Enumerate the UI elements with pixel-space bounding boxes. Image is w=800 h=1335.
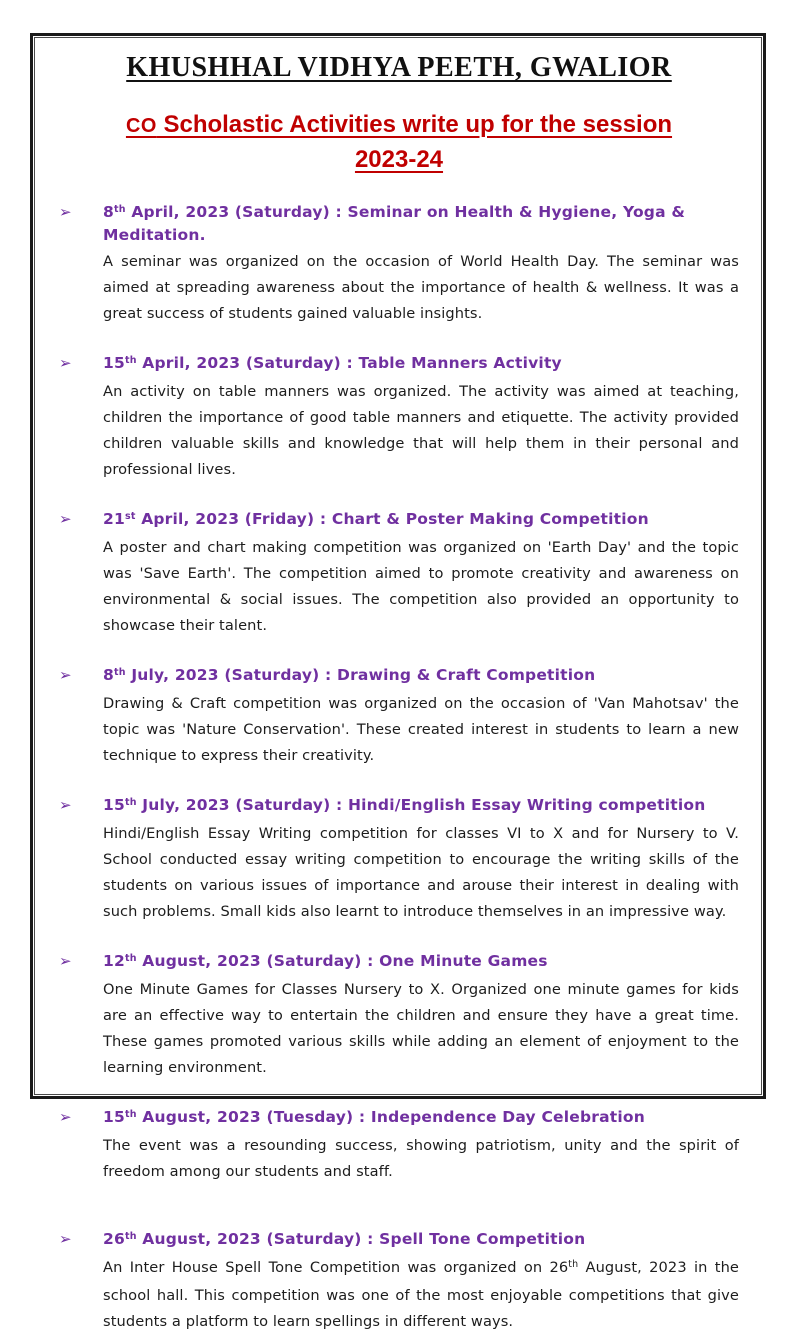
activity-date-ordinal: st xyxy=(124,511,136,522)
page-border xyxy=(30,33,766,1330)
activity-date-ordinal: th xyxy=(124,1109,137,1120)
activity-date-ordinal: th xyxy=(124,355,137,366)
activity-date-day: 12 xyxy=(103,952,125,970)
activity-content xyxy=(103,353,739,483)
activity-heading xyxy=(103,353,739,376)
activity-heading-text: April, 2023 (Friday) : Chart & Poster Making Competition xyxy=(135,510,649,528)
activity-list xyxy=(57,202,741,1335)
activity-content xyxy=(103,202,739,327)
activity-item xyxy=(57,795,741,925)
description-text: Hindi/English Essay Writing competition for classes VI to X and for Nursery to V. School conducted essay writing competition to encourage the writing skills of the students on various issues of importance and arouse their interest in dealing with such problems. Small kids also learnt to introduce themselves in an impressive way. xyxy=(103,825,739,920)
activity-heading-text: August, 2023 (Saturday) : One Minute Games xyxy=(136,952,548,970)
activity-heading-text: July, 2023 (Saturday) : Hindi/English Essay Writing competition xyxy=(136,796,706,814)
activity-date-day: 15 xyxy=(103,796,125,814)
subtitle-co-prefix: CO xyxy=(125,115,157,137)
activity-content xyxy=(103,795,739,925)
subtitle-line1-rest: Scholastic Activities write up for the session xyxy=(156,111,673,138)
arrow-bullet-icon: ➢ xyxy=(59,796,72,814)
activity-heading xyxy=(103,509,739,532)
arrow-bullet-icon: ➢ xyxy=(59,1230,72,1248)
activity-date-day: 8 xyxy=(103,203,114,221)
arrow-bullet-icon: ➢ xyxy=(59,1108,72,1126)
activity-heading xyxy=(103,1229,739,1252)
activity-heading xyxy=(103,951,739,974)
activity-heading-text: August, 2023 (Tuesday) : Independence Day Celebration xyxy=(136,1108,645,1126)
activity-heading-text: August, 2023 (Saturday) : Spell Tone Competition xyxy=(136,1230,586,1248)
description-text: A poster and chart making competition was organized on 'Earth Day' and the topic was 'Save Earth'. The competition aimed to promote creativity and awareness on environmental & social issues. The competition also provided an opportunity to showcase their talent. xyxy=(103,539,739,634)
activity-item xyxy=(57,202,741,327)
activity-description xyxy=(103,821,739,925)
description-text: An Inter House Spell Tone Competition was organized on 26 xyxy=(103,1259,569,1276)
activity-description xyxy=(103,535,739,639)
description-text: The event was a resounding success, showing patriotism, unity and the spirit of freedom among our students and staff. xyxy=(103,1137,739,1180)
activity-description xyxy=(103,249,739,327)
activity-date-day: 15 xyxy=(103,354,125,372)
activity-item xyxy=(57,353,741,483)
activity-content xyxy=(103,509,739,639)
activity-content xyxy=(103,665,739,769)
subtitle-line1 xyxy=(126,111,672,138)
arrow-bullet-icon: ➢ xyxy=(59,666,72,684)
description-text: August, 2023 in the school hall. This competition was one of the most enjoyable competitions that give students a platform to learn spellings in different ways. xyxy=(103,1259,739,1330)
arrow-bullet-icon: ➢ xyxy=(59,203,72,221)
activity-heading-text: July, 2023 (Saturday) : Drawing & Craft Competition xyxy=(125,666,596,684)
school-title xyxy=(57,52,741,84)
document-subtitle xyxy=(57,108,741,176)
activity-date-day: 8 xyxy=(103,666,114,684)
activity-item xyxy=(57,665,741,769)
activity-description xyxy=(103,1255,739,1335)
activity-date-day: 15 xyxy=(103,1108,125,1126)
arrow-bullet-icon: ➢ xyxy=(59,354,72,372)
activity-heading-text: April, 2023 (Saturday) : Seminar on Health & Hygiene, Yoga & Meditation. xyxy=(103,203,686,244)
activity-content xyxy=(103,951,739,1081)
activity-heading xyxy=(103,1107,739,1130)
activity-item xyxy=(57,509,741,639)
activity-description xyxy=(103,977,739,1081)
description-ordinal: th xyxy=(568,1259,579,1270)
activity-content xyxy=(103,1229,739,1335)
activity-date-ordinal: th xyxy=(124,1231,137,1242)
description-text: A seminar was organized on the occasion of World Health Day. The seminar was aimed at spreading awareness about the importance of health & wellness. It was a great success of students gained valuable insights. xyxy=(103,253,739,322)
activity-heading xyxy=(103,665,739,688)
activity-heading xyxy=(103,202,739,246)
activity-date-ordinal: th xyxy=(114,667,126,678)
activity-date-ordinal: th xyxy=(114,204,126,215)
activity-date-ordinal: th xyxy=(124,797,137,808)
page-content xyxy=(34,37,762,1330)
subtitle-line2: 2023-24 xyxy=(354,146,444,173)
activity-item xyxy=(57,951,741,1081)
activity-description xyxy=(103,379,739,483)
activity-description xyxy=(103,691,739,769)
description-text: Drawing & Craft competition was organized on the occasion of 'Van Mahotsav' the topic was 'Nature Conservation'. These created interest in students to learn a new technique to express their creativity. xyxy=(103,695,739,764)
activity-heading-text: April, 2023 (Saturday) : Table Manners Activity xyxy=(136,354,562,372)
activity-description xyxy=(103,1133,739,1185)
description-text: An activity on table manners was organized. The activity was aimed at teaching, children the importance of good table manners and etiquette. The activity provided children valuable skills and knowledge that will help them in their personal and professional lives. xyxy=(103,383,739,478)
activity-date-day: 21 xyxy=(103,510,125,528)
activity-date-day: 26 xyxy=(103,1230,125,1248)
activity-item xyxy=(57,1107,741,1185)
description-text: One Minute Games for Classes Nursery to X. Organized one minute games for kids are an effective way to entertain the children and ensure they have a great time. These games promoted various skills while adding an element of enjoyment to the learning environment. xyxy=(103,981,739,1076)
arrow-bullet-icon: ➢ xyxy=(59,952,72,970)
activity-date-ordinal: th xyxy=(124,953,137,964)
activity-heading xyxy=(103,795,739,818)
arrow-bullet-icon: ➢ xyxy=(59,510,72,528)
school-title-text: KHUSHHAL VIDHYA PEETH, GWALIOR xyxy=(126,52,672,83)
activity-content xyxy=(103,1107,739,1185)
activity-item xyxy=(57,1229,741,1335)
